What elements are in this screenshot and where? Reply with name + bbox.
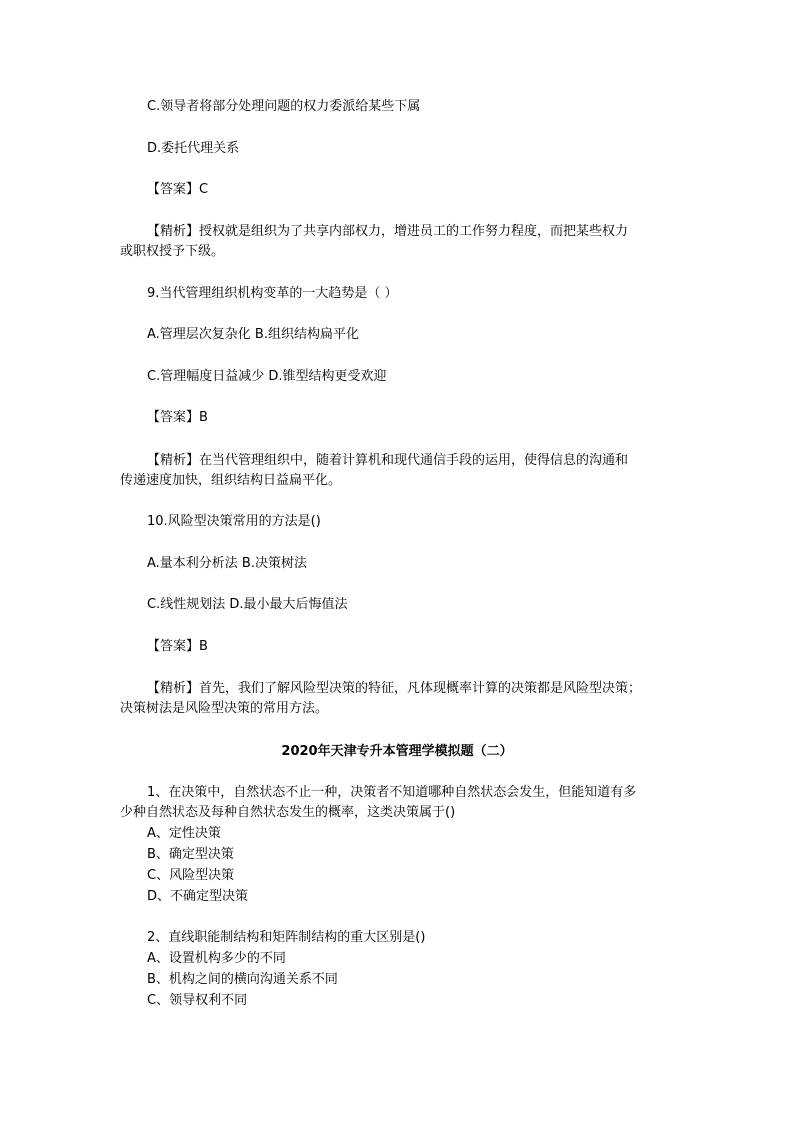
q8-answer: 【答案】C [147, 182, 209, 197]
q2-option-b: B、机构之间的横向沟通关系不同 [147, 972, 338, 987]
q10-stem: 10.风险型决策常用的方法是() [147, 514, 321, 529]
q1-option-d: D、不确定型决策 [147, 889, 249, 904]
q1-stem-line-2: 少种自然状态及每种自然状态发生的概率，这类决策属于() [120, 805, 456, 820]
q10-options-ab: A.量本利分析法 B.决策树法 [147, 556, 307, 571]
q9-stem: 9.当代管理组织机构变革的一大趋势是（ ） [147, 286, 398, 301]
q2-option-c: C、领导权利不同 [147, 993, 248, 1008]
q1-option-a: A、定性决策 [147, 826, 221, 841]
q1-stem-line-1: 1、在决策中，自然状态不止一种，决策者不知道哪种自然状态会发生，但能知道有多 [147, 785, 637, 800]
q2-option-a: A、设置机构多少的不同 [147, 951, 286, 966]
q9-analysis-line-2: 传递速度加快，组织结构日益扁平化。 [120, 473, 342, 488]
q1-option-b: B、确定型决策 [147, 847, 234, 862]
q8-option-c: C.领导者将部分处理问题的权力委派给某些下属 [147, 99, 421, 114]
q8-analysis-line-2: 或职权授予下级。 [120, 244, 225, 259]
q9-answer: 【答案】B [147, 410, 208, 425]
q10-answer: 【答案】B [147, 639, 208, 654]
q9-options-ab: A.管理层次复杂化 B.组织结构扁平化 [147, 327, 359, 342]
q10-options-cd: C.线性规划法 D.最小最大后悔值法 [147, 597, 348, 612]
q2-stem: 2、直线职能制结构和矩阵制结构的重大区别是() [147, 930, 426, 945]
q8-option-d: D.委托代理关系 [147, 141, 240, 156]
section-title: 2020年天津专升本管理学模拟题（二） [281, 744, 513, 759]
q9-options-cd: C.管理幅度日益减少 D.锥型结构更受欢迎 [147, 369, 387, 384]
q9-analysis-line-1: 【精析】在当代管理组织中，随着计算机和现代通信手段的运用，使得信息的沟通和 [147, 453, 629, 468]
q1-option-c: C、风险型决策 [147, 868, 235, 883]
q10-analysis-line-2: 决策树法是风险型决策的常用方法。 [120, 701, 329, 716]
q10-analysis-line-1: 【精析】首先，我们了解风险型决策的特征，凡体现概率计算的决策都是风险型决策； [147, 681, 642, 696]
q8-analysis-line-1: 【精析】授权就是组织为了共享内部权力，增进员工的工作努力程度，而把某些权力 [147, 224, 629, 239]
